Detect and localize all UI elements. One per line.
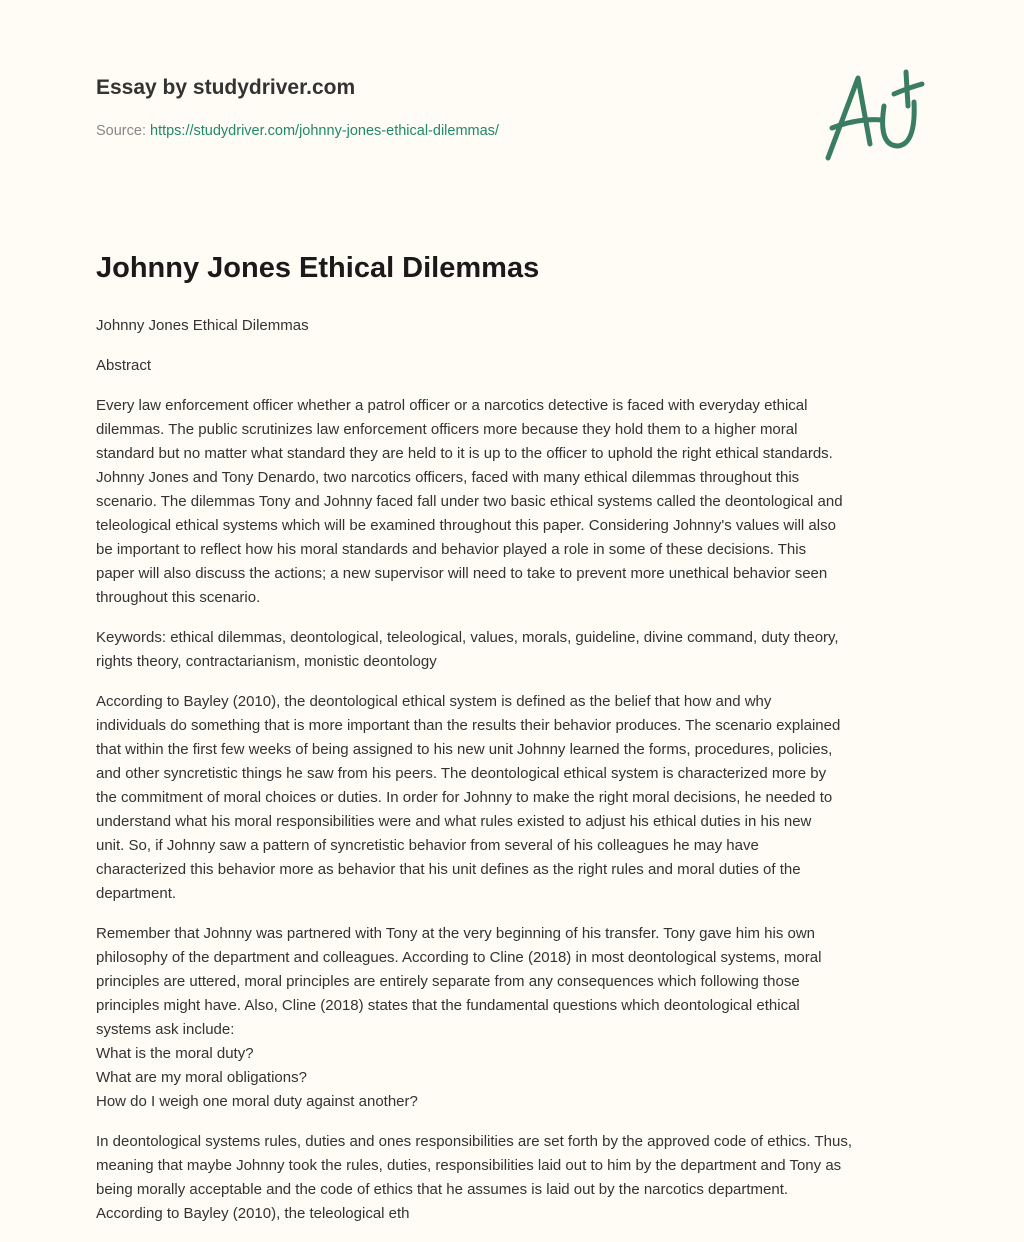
site-brand: Essay by studydriver.com bbox=[96, 76, 356, 99]
source-link[interactable]: https://studydriver.com/johnny-jones-ethical-dilemmas/ bbox=[150, 123, 499, 139]
page-title: Johnny Jones Ethical Dilemmas bbox=[96, 252, 540, 284]
text-line: teleological ethical systems which will be examined throughout this paper. Considering Johnny's values will also bbox=[96, 517, 836, 534]
paragraph bbox=[96, 690, 936, 906]
text-line: scenario. The dilemmas Tony and Johnny faced fall under two basic ethical systems called the deontological and bbox=[96, 493, 843, 510]
source-line bbox=[96, 123, 499, 139]
text-line: individuals do something that is more important than the results their behavior produces. The scenario explained bbox=[96, 717, 841, 734]
text-line: Keywords: ethical dilemmas, deontological, teleological, values, morals, guideline, divine command, duty theory, bbox=[96, 629, 839, 646]
text-line: that within the first few weeks of being assigned to his new unit Johnny learned the forms, procedures, policies, bbox=[96, 741, 833, 758]
text-line: Abstract bbox=[96, 357, 152, 374]
text-line: unit. So, if Johnny saw a pattern of syncretistic behavior from several of his colleagues he may have bbox=[96, 837, 759, 854]
essay-body bbox=[96, 314, 936, 1242]
text-line: principles might have. Also, Cline (2018) states that the fundamental questions which deontological ethical bbox=[96, 997, 800, 1014]
paragraph bbox=[96, 314, 936, 338]
text-line: rights theory, contractarianism, monistic deontology bbox=[96, 653, 437, 670]
text-line: What are my moral obligations? bbox=[96, 1069, 307, 1086]
text-line: understand what his moral responsibilities were and what rules existed to adjust his ethical duties in his new bbox=[96, 813, 812, 830]
text-line: dilemmas. The public scrutinizes law enforcement officers more because they hold them to a higher moral bbox=[96, 421, 798, 438]
text-line: Johnny Jones and Tony Denardo, two narcotics officers, faced with many ethical dilemmas throughout this bbox=[96, 469, 800, 486]
text-line: According to Bayley (2010), the teleological eth bbox=[96, 1205, 410, 1222]
paragraph bbox=[96, 922, 936, 1114]
text-line: being morally acceptable and the code of ethics that he assumes is laid out by the narcotics department. bbox=[96, 1181, 789, 1198]
paragraph bbox=[96, 354, 936, 378]
text-line: throughout this scenario. bbox=[96, 589, 261, 606]
text-line: In deontological systems rules, duties and ones responsibilities are set forth by the approved code of ethics. Thus, bbox=[96, 1133, 852, 1150]
paragraph bbox=[96, 1130, 936, 1226]
paragraph bbox=[96, 394, 936, 610]
text-line: be important to reflect how his moral standards and behavior played a role in some of these decisions. This bbox=[96, 541, 807, 558]
text-line: What is the moral duty? bbox=[96, 1045, 254, 1062]
source-label: Source: bbox=[96, 123, 150, 139]
text-line: standard but no matter what standard they are held to it is up to the officer to uphold the right ethical standards. bbox=[96, 445, 833, 462]
text-line: characterized this behavior more as behavior that his unit defines as the right rules and moral duties of the bbox=[96, 861, 801, 878]
text-line: systems ask include: bbox=[96, 1021, 235, 1038]
a-plus-logo-icon bbox=[818, 66, 928, 166]
text-line: Remember that Johnny was partnered with Tony at the very beginning of his transfer. Tony gave him his own bbox=[96, 925, 816, 942]
text-line: the commitment of moral choices or duties. In order for Johnny to make the right moral decisions, he needed to bbox=[96, 789, 833, 806]
text-line: Johnny Jones Ethical Dilemmas bbox=[96, 317, 309, 334]
text-line: philosophy of the department and colleagues. According to Cline (2018) in most deontological systems, moral bbox=[96, 949, 822, 966]
text-line: principles are uttered, moral principles are entirely separate from any consequences which following those bbox=[96, 973, 800, 990]
text-line: How do I weigh one moral duty against another? bbox=[96, 1093, 418, 1110]
paragraph bbox=[96, 626, 936, 674]
text-line: meaning that maybe Johnny took the rules, duties, responsibilities laid out to him by the department and Tony as bbox=[96, 1157, 842, 1174]
text-line: department. bbox=[96, 885, 177, 902]
text-line: Every law enforcement officer whether a patrol officer or a narcotics detective is faced with everyday ethical bbox=[96, 397, 808, 414]
text-line: and other syncretistic things he saw from his peers. The deontological ethical system is characterized more by bbox=[96, 765, 827, 782]
text-line: According to Bayley (2010), the deontological ethical system is defined as the belief that how and why bbox=[96, 693, 772, 710]
text-line: paper will also discuss the actions; a new supervisor will need to take to prevent more unethical behavior seen bbox=[96, 565, 828, 582]
